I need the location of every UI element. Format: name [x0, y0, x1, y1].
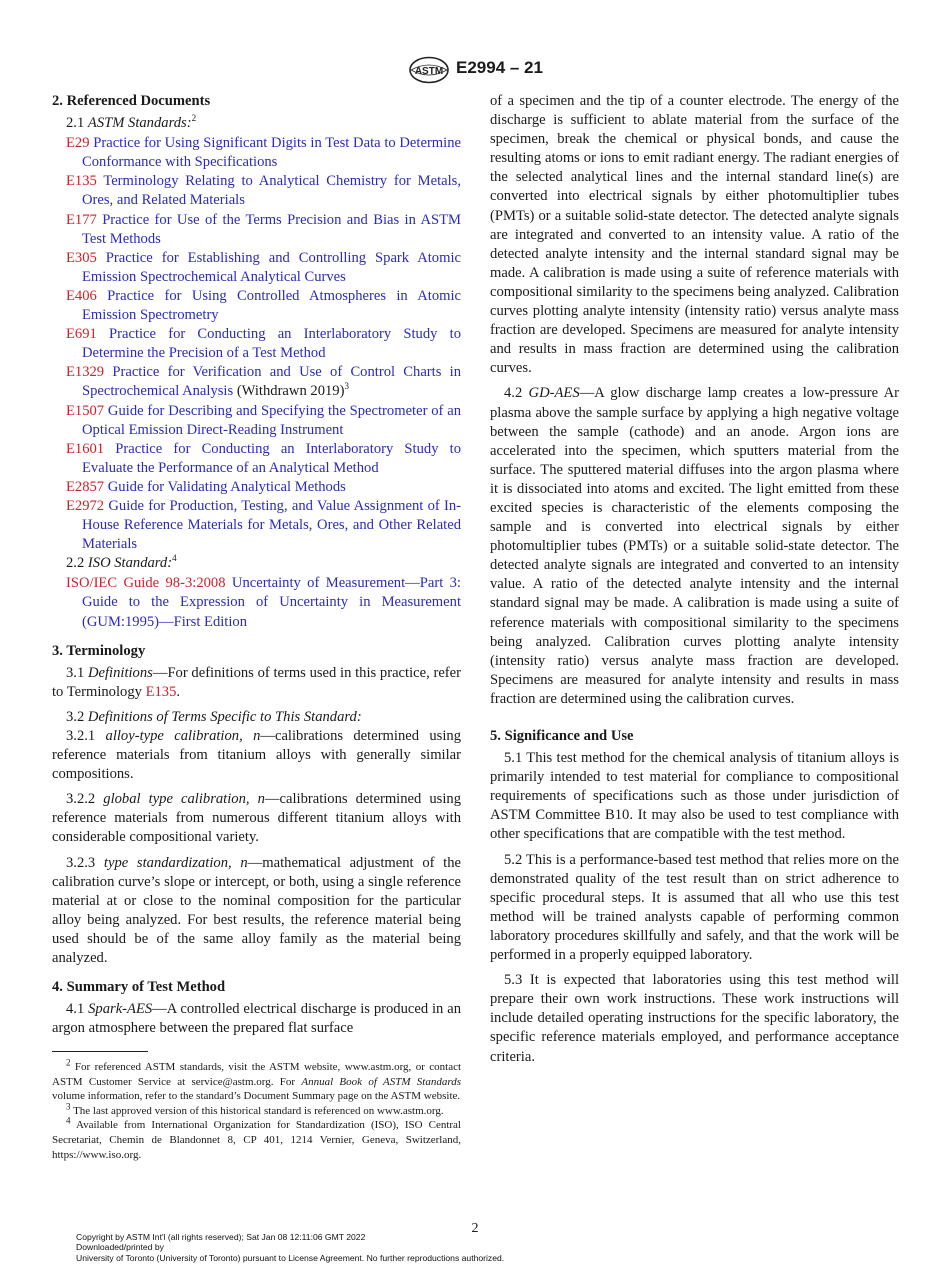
left-column — [52, 92, 461, 1044]
paragraph-4-2: 4.2 GD-AES—A glow discharge lamp creates a low-pressure Ar plasma above the sample surface by applying a high negative voltage between the sample (cathode) and an anode. Argon ions are accelerated into the specimen, which sputters material from the surface. The sputtered material diffuses into the argon plasma where it is dissociated into atoms and excited. The light emitted from these excited species is characteristic of the elements composing the sample and is converted into electrical signals by either photomultiplier tubes (PMTs) or a suitable solid-state detector. The detected analyte signals are integrated and converted to an intensity value. A ratio of the detected analyte intensity and the internal standard signal may be made. A calibration is made using a suite of reference materials with compositional similarity to the specimens being analyzed. Calibration curves plotting analyte intensity (intensity ratio) versus analyte mass fraction are developed. Specimens are measured for analyte intensity and results in mass fraction are determined using the calibration curves. — [490, 385, 899, 707]
page-number: 2 — [471, 1221, 479, 1236]
iso-standard-label: 2.2 ISO Standard:$^4$ — [66, 553, 177, 572]
reference-item[interactable]: E691 Practice for Conducting an Interlaboratory Study to Determine the Precision of a Test Method — [66, 326, 461, 362]
definition-3-2-3: 3.2.3 type standardization, n—mathematical adjustment of the calibration curve’s slope or intercept, or both, using a single reference material at or close to the nominal composition for the particular alloy being analyzed. For best results, the reference material being used should be of the same alloy family as the material being analyzed. — [52, 854, 462, 967]
astm-logo-text: ASTM — [414, 66, 444, 77]
astm-reference-list — [52, 134, 461, 554]
astm-logo-icon — [408, 56, 450, 84]
section-3-heading: 3. Terminology — [52, 642, 146, 659]
reference-item[interactable]: E1601 Practice for Conducting an Interlaboratory Study to Evaluate the Performance of an Analytical Method — [66, 440, 461, 476]
section-2-heading: 2. Referenced Documents — [52, 93, 211, 109]
definition-3-2-2: 3.2.2 global type calibration, n—calibrations determined using reference materials from numerous different titanium alloys with considerable compositional variety. — [52, 791, 461, 846]
reference-item[interactable]: E1329 Practice for Verification and Use of Control Charts in Spectrochemical Analysis (Withdrawn 2019)$^3$ — [66, 364, 461, 400]
legal-notice — [76, 1232, 504, 1263]
download-line: Downloaded/printed by — [76, 1242, 164, 1253]
footnote-divider — [52, 1051, 148, 1052]
standard-id: E2994 – 21 — [456, 58, 543, 77]
e135-link[interactable]: E135 — [145, 683, 177, 700]
footnotes — [52, 1057, 462, 1162]
reference-item[interactable]: E406 Practice for Using Controlled Atmospheres in Atomic Emission Spectrometry — [66, 287, 461, 324]
astm-standards-label: 2.1 ASTM Standards:$^2$ — [66, 113, 197, 132]
license-line: University of Toronto (University of Toronto) pursuant to License Agreement. No further reproductions authorized. — [76, 1252, 505, 1263]
reference-item[interactable]: E177 Practice for Use of the Terms Precision and Bias in ASTM Test Methods — [66, 211, 461, 247]
reference-item[interactable]: E305 Practice for Establishing and Controlling Spark Atomic Emission Spectrochemical Analytical Curves — [66, 249, 461, 285]
footnote-4: $^4$ Available from International Organization for Standardization (ISO), ISO Central Secretariat, Chemin de Blandonnet 8, CP 401, 1214 Vernier, Geneva, Switzerland, https://www.iso.org. — [52, 1115, 461, 1161]
iso-reference-item[interactable]: ISO/IEC Guide 98-3:2008 Uncertainty of Measurement—Part 3: Guide to the Expression of Uncertainty in Measurement (GUM:1995)—First Edition — [66, 575, 461, 630]
paragraph-5-3: 5.3 It is expected that laboratories using this test method will prepare their own work instructions. These work instructions will include detailed operating instructions for the specific laboratory, the specific reference materials employed, and performance acceptance criteria. — [490, 972, 899, 1065]
copyright-line: Copyright by ASTM Int'l (all rights reserved); Sat Jan 08 12:11:06 GMT 2022 — [76, 1232, 366, 1242]
paragraph-3-1: 3.1 Definitions—For definitions of terms used in this practice, refer to Terminology E135. — [52, 664, 461, 700]
footnote-2: $^2$ For referenced ASTM standards, visit the ASTM website, www.astm.org, or contact ASTM Customer Service at service@astm.org. For Annual Book of ASTM Standards volume information, refer to the standard’s Document Summary page on the ASTM website. — [52, 1057, 462, 1103]
paragraph-4-1-continued: of a specimen and the tip of a counter electrode. The energy of the discharge is sufficient to ablate material from the surface of the specimen, break the chemical or physical bonds, and cause the resulting atoms or ions to emit radiant energy. The radiant energies of the selected analytical lines and the internal standard line(s) are converted into electrical signals by either photomultiplier tubes (PMTs) or a suitable solid-state detector. The detected analyte signals are integrated and converted to an intensity value. A ratio of the detected analyte intensity and the internal standard signal may be made. A calibration is made using a suite of reference materials with compositional similarity to the specimens being analyzed. Calibration curves plotting analyte intensity (intensity ratio) versus analyte mass fraction are developed. Specimens are measured for analyte intensity and results in mass fraction are determined using the calibration curves. — [490, 93, 899, 377]
reference-item[interactable]: E29 Practice for Using Significant Digits in Test Data to Determine Conformance with Specifications — [66, 135, 461, 171]
reference-item[interactable]: E1507 Guide for Describing and Specifying the Spectrometer of an Optical Emission Direct-Reading Instrument — [66, 402, 461, 438]
paragraph-5-2: 5.2 This is a performance-based test method that relies more on the demonstrated quality of the test result than on strict adherence to specific procedural steps. It is assumed that all who use this test method will be trained analysts capable of performing common laboratory procedures skillfully and safely, and that the work will be performed in a properly equipped laboratory. — [490, 851, 899, 964]
paragraph-3-2: 3.2 Definitions of Terms Specific to This Standard: — [66, 708, 362, 725]
definition-3-2-1: 3.2.1 alloy-type calibration, n—calibrations determined using reference materials from titanium alloys with generally similar compositions. — [52, 728, 461, 783]
page-header — [0, 56, 950, 86]
paragraph-4-1-start: 4.1 Spark-AES—A controlled electrical discharge is produced in an argon atmosphere between the prepared flat surface — [52, 1001, 461, 1037]
paragraph-5-1: 5.1 This test method for the chemical analysis of titanium alloys is primarily intended to test material for compliance to compositional requirements of specifications such as those under jurisdiction of ASTM Committee B10. It may also be used to test compliance with other specifications that are compatible with the test method. — [490, 750, 900, 843]
section-5-heading: 5. Significance and Use — [490, 728, 634, 744]
reference-item[interactable]: E2972 Guide for Production, Testing, and Value Assignment of In-House Reference Materials for Metals, Ores, and Other Related Materials — [66, 497, 461, 553]
reference-item[interactable]: E2857 Guide for Validating Analytical Methods — [66, 478, 346, 495]
right-column — [490, 92, 899, 1073]
reference-item[interactable]: E135 Terminology Relating to Analytical Chemistry for Metals, Ores, and Related Materials — [66, 173, 461, 209]
section-4-heading: 4. Summary of Test Method — [52, 979, 226, 996]
footnote-3: $^3$ The last approved version of this historical standard is referenced on www.astm.org. — [66, 1101, 444, 1117]
